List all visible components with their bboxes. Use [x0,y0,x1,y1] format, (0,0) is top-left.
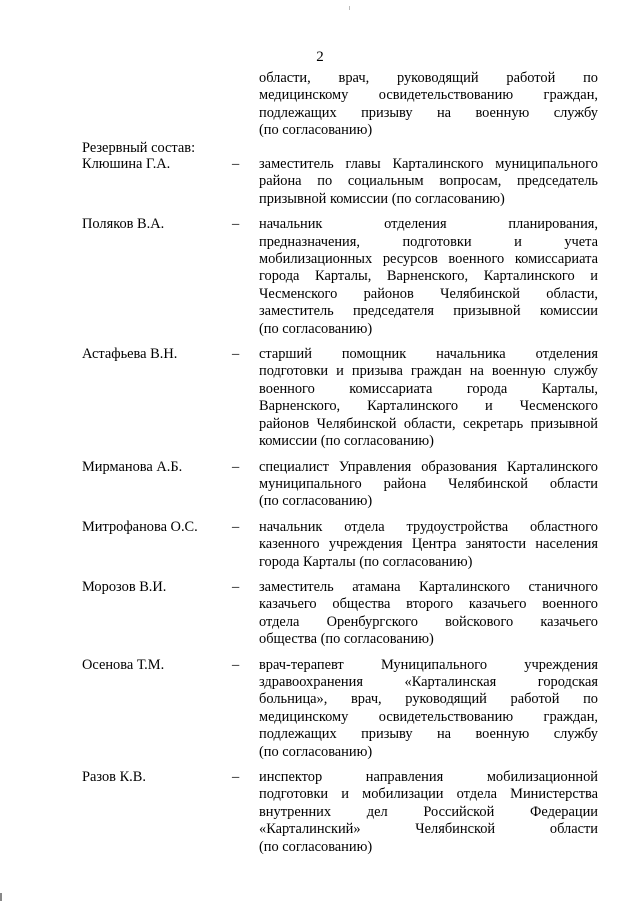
description-line: города Карталы (по согласованию) [259,553,473,570]
member-name: Клюшина Г.А. [82,156,171,172]
description-line: казачьего общества второго казачьего военного [259,596,598,613]
description-line: Варненского, Карталинского и Чесменского [259,398,598,415]
member-name: Астафьева В.Н. [82,346,178,363]
description-line: начальник отделения планирования, [259,216,598,233]
description-line: старший помощник начальника отделения [259,346,598,363]
description-line: (по согласованию) [259,743,373,760]
member-dash: – [232,518,240,535]
member-name: Поляков В.А. [82,216,165,233]
reserve-heading: Резервный состав: [82,140,196,156]
member-row [82,346,598,450]
member-dash: – [232,458,240,475]
member-dash: – [232,346,240,363]
scan-edge [0,893,2,901]
member-description [259,579,598,649]
description-line: начальник отдела трудоустройства областного [259,518,598,535]
description-line: заместитель главы Карталинского муниципального [259,156,598,172]
description-line: районов Челябинской области, секретарь призывной [259,415,598,432]
member-name: Мирманова А.Б. [82,458,183,475]
member-name: Митрофанова О.С. [82,518,198,535]
description-line: мобилизационных ресурсов военного комиссариата [259,251,598,268]
member-name: Разов К.В. [82,769,146,785]
member-dash: – [232,156,240,172]
member-dash: – [232,656,240,673]
description-line: подготовки и мобилизации отдела Министерства [259,786,598,803]
description-line: здравоохранения «Карталинская городская [259,673,598,690]
member-description [259,216,598,338]
description-line: отдела Оренбургского войскового казачьего [259,613,598,630]
description-line: комиссии (по согласованию) [259,433,434,450]
member-description [259,346,598,450]
member-dash: – [232,769,240,785]
member-description [259,519,598,571]
description-line: внутренних дел Российской Федерации [259,803,598,820]
description-line: медицинскому освидетельствованию граждан, [259,708,598,725]
member-dash: – [232,578,240,595]
description-line: общества (по согласованию) [259,631,434,648]
description-line: муниципального района Челябинской области [259,475,598,492]
member-description [259,459,598,511]
page-number: 2 [316,49,324,65]
description-line: больница», врач, руководящий работой по [259,691,598,708]
description-line: врач-терапевт Муниципального учреждения [259,656,598,673]
scan-mark [349,6,350,10]
description-line: подлежащих призыву на военную службу [259,726,598,743]
member-row [82,216,598,338]
continuation-line: медицинскому освидетельствованию граждан, [259,87,598,104]
member-name: Осенова Т.М. [82,656,165,673]
description-line: (по согласованию) [259,320,373,337]
description-line: инспектор направления мобилизационной [259,769,598,785]
continuation-text [259,70,598,140]
member-row [82,519,598,571]
description-line: заместитель атамана Карталинского станичного [259,578,598,595]
member-row [82,579,598,649]
description-line: предназначения, подготовки и учета [259,233,598,250]
continuation-line: (по согласованию) [259,122,373,139]
member-dash: – [232,216,240,233]
member-description [259,769,598,856]
description-line: «Карталинский» Челябинской области [259,821,598,838]
description-line: военного комиссариата города Карталы, [259,380,598,397]
continuation-line: подлежащих призыву на военную службу [259,104,598,121]
continuation-line: области, врач, руководящий работой по [259,70,598,86]
member-row [82,156,598,208]
description-line: призывной комиссии (по согласованию) [259,190,505,207]
description-line: Чесменского районов Челябинской области, [259,285,598,302]
member-row [82,769,598,856]
member-name: Морозов В.И. [82,578,167,595]
member-row [82,459,598,511]
description-line: (по согласованию) [259,838,373,855]
description-line: подготовки и призыва граждан на военную службу [259,363,598,380]
description-line: заместитель председателя призывной комиссии [259,303,598,320]
description-line: города Карталы, Варненского, Карталинского и [259,268,598,285]
description-line: казенного учреждения Центра занятости населения [259,536,598,553]
description-line: специалист Управления образования Карталинского [259,458,598,475]
member-description [259,657,598,761]
member-description [259,156,598,208]
description-line: района по социальным вопросам, председатель [259,173,598,190]
member-list [82,156,598,856]
member-row [82,657,598,761]
description-line: (по согласованию) [259,493,373,510]
